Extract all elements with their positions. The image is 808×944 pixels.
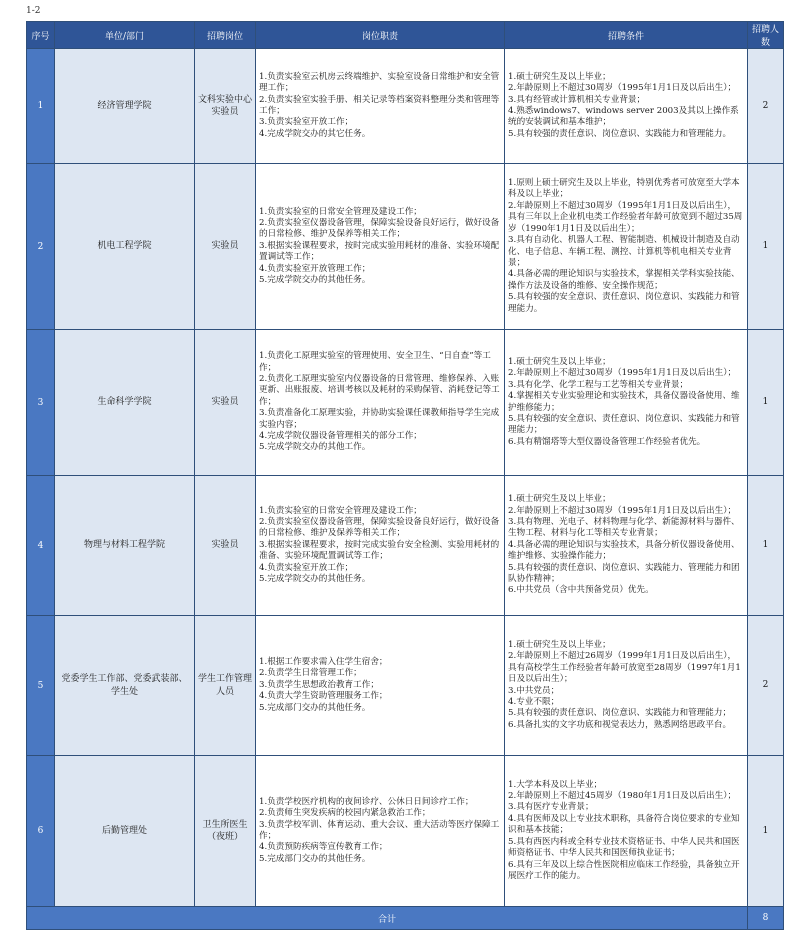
row-number: 6 (27, 756, 55, 907)
duty-item: 1.负责实验室的日常安全管理及建设工作； (259, 206, 422, 217)
duty-item: 3.负责学校军训、体育运动、重大会议、重大活动等医疗保障工作； (259, 819, 500, 841)
requirement-item: 4.具有医师及以上专业技术职称，具备符合岗位要求的专业知识和基本技能； (508, 813, 740, 836)
count-cell: 1 (748, 330, 784, 476)
post-cell: 文科实验中心实验员 (195, 49, 256, 164)
duty-item: 4.负责实验室开放管理工作； (259, 263, 371, 274)
unit-cell: 物理与材料工程学院 (55, 476, 195, 616)
total-row (27, 907, 784, 930)
duty-item: 1.根据工作要求需入住学生宿舍； (259, 656, 388, 667)
requirement-item: 3.中共党员； (508, 685, 560, 696)
requirement-item: 3.具有医疗专业背景； (508, 802, 594, 813)
requirement-item: 1.硕士研究生及以上毕业； (508, 494, 611, 505)
count-cell: 2 (748, 616, 784, 756)
duty-cell (256, 164, 505, 330)
table-row (27, 616, 784, 756)
requirement-item: 1.硕士研究生及以上毕业； (508, 639, 611, 650)
post-cell: 学生工作管理人员 (195, 616, 256, 756)
requirement-item: 3.具有物理、光电子、材料物理与化学、新能源材料与器件、生物工程、材料与化工等相关专业背景； (508, 516, 740, 539)
row-number: 1 (27, 49, 55, 164)
duty-item: 5.完成部门交办的其他任务。 (259, 853, 371, 864)
duty-item: 4.负责大学生资助管理服务工作； (259, 691, 388, 702)
duty-item: 3.负责实验室开放工作； (259, 117, 354, 128)
duty-item: 2.负责实验室实验手册、相关记录等档案资料整理分类和管理等工作； (259, 94, 500, 116)
table-row (27, 330, 784, 476)
requirement-item: 5.具有较强的责任意识、岗位意识、实践能力和管理能力； (508, 708, 732, 719)
duty-cell (256, 49, 505, 164)
requirement-cell (505, 330, 748, 476)
requirement-item: 6.具备扎实的文字功底和视觉表达力，熟悉网络思政平台。 (508, 719, 732, 730)
requirement-item: 6.中共党员（含中共预备党员）优先。 (508, 585, 654, 596)
row-number: 4 (27, 476, 55, 616)
table-row (27, 164, 784, 330)
header-row (27, 22, 784, 49)
total-count: 8 (748, 907, 784, 930)
header-count: 招聘人数 (748, 22, 784, 49)
duty-item: 2.负责实验室仪器设备管理，保障实验设备良好运行，做好设备的日常检修、维护及保养等相关工作； (259, 516, 500, 539)
requirement-item: 5.具有较强的责任意识、岗位意识、实践能力、管理能力和团队协作精神； (508, 562, 740, 585)
duty-item: 4.完成学院仪器设备管理相关的部分工作； (259, 431, 422, 442)
duty-cell (256, 476, 505, 616)
unit-cell: 经济管理学院 (55, 49, 195, 164)
post-cell: 实验员 (195, 330, 256, 476)
duty-cell (256, 330, 505, 476)
table-row (27, 756, 784, 907)
requirement-item: 5.具有西医内科或全科专业技术资格证书、中华人民共和国医师资格证书、中华人民共和国医师执业证书； (508, 836, 740, 859)
total-label: 合计 (27, 907, 748, 930)
requirement-item: 3.具有自动化、机器人工程、智能制造、机械设计制造及自动化、电子信息、车辆工程、测控、计算机等机电相关专业背景； (508, 235, 740, 268)
duty-item: 2.负责化工原理实验室内仪器设备的日常管理、维修保养、入账更新、出账报废、培训考核以及耗材的采购保管、消耗登记等工作； (259, 373, 500, 407)
row-number: 3 (27, 330, 55, 476)
count-cell: 1 (748, 164, 784, 330)
duty-item: 2.负责实验室仪器设备管理，保障实验设备良好运行，做好设备的日常检修、维护及保养等相关工作； (259, 217, 500, 240)
requirement-item: 5.具有较强的责任意识、岗位意识、实践能力和管理能力。 (508, 128, 732, 139)
duty-item: 4.完成学院交办的其它任务。 (259, 128, 371, 139)
header-unit: 单位/部门 (55, 22, 195, 49)
requirement-item: 4.具备必需的理论知识与实验技术，具备分析仪器设备使用、维护维修、实验操作能力； (508, 539, 740, 562)
requirement-item: 2.年龄原则上不超过30周岁（1995年1月1日及以后出生）； (508, 505, 737, 516)
requirement-cell (505, 476, 748, 616)
requirement-item: 4.具备必需的理论知识与实验技术，掌握相关学科实验技能、操作方法及设备的维修、安全操作规范； (508, 269, 740, 291)
post-cell: 实验员 (195, 476, 256, 616)
requirement-cell (505, 756, 748, 907)
duty-item: 2.负责学生日常管理工作； (259, 668, 362, 679)
row-number: 5 (27, 616, 55, 756)
requirement-item: 3.具有化学、化学工程与工艺等相关专业背景； (508, 379, 689, 390)
duty-item: 5.完成学院交办的其他任务。 (259, 574, 371, 585)
post-cell: 实验员 (195, 164, 256, 330)
duty-cell (256, 756, 505, 907)
duty-item: 4.负责预防疾病等宣传教育工作； (259, 842, 388, 853)
duty-item: 4.负责实验室开放工作； (259, 562, 354, 573)
unit-cell: 生命科学学院 (55, 330, 195, 476)
requirement-cell (505, 164, 748, 330)
count-cell: 1 (748, 756, 784, 907)
duty-item: 3.负责准备化工原理实验，并协助实验课任课教师指导学生完成实验内容； (259, 408, 500, 430)
requirement-item: 2.年龄原则上不超过30周岁（1995年1月1日及以后出生）； (508, 368, 737, 379)
requirement-cell (505, 49, 748, 164)
requirement-item: 1.硕士研究生及以上毕业； (508, 356, 611, 367)
requirement-item: 4.专业不限； (508, 696, 560, 707)
page-tag: 1-2 (26, 6, 41, 16)
duty-item: 5.完成学院交办的其他工作。 (259, 442, 371, 453)
unit-cell: 机电工程学院 (55, 164, 195, 330)
duty-item: 1.负责化工原理实验室的管理使用、安全卫生、“日自查”等工作； (259, 351, 491, 373)
header-no: 序号 (27, 22, 55, 49)
count-cell: 1 (748, 476, 784, 616)
requirement-item: 5.具有较强的安全意识、责任意识、岗位意识、实践能力和管理能力； (508, 413, 740, 436)
duty-item: 1.负责学校医疗机构的夜间诊疗、公休日日间诊疗工作； (259, 796, 474, 807)
table-row (27, 49, 784, 164)
header-req: 招聘条件 (505, 22, 748, 49)
duty-item: 3.负责学生思想政治教育工作； (259, 679, 379, 690)
row-number: 2 (27, 164, 55, 330)
duty-item: 3.根据实验课程要求，按时完成实验台安全检测、实验用耗材的准备、实验环境配置调试等工作； (259, 539, 500, 562)
duty-item: 1.负责实验室的日常安全管理及建设工作； (259, 505, 422, 516)
unit-cell: 党委学生工作部、党委武装部、学生处 (55, 616, 195, 756)
requirement-item: 2.年龄原则上不超过30周岁（1995年1月1日及以后出生），具有三年以上企业机电类工作经验者年龄可放宽到不超过35周岁（1990年1月1日及以后出生）； (508, 200, 743, 234)
requirement-item: 2.年龄原则上不超过45周岁（1980年1月1日及以后出生）； (508, 791, 737, 802)
recruitment-table (26, 21, 784, 930)
post-cell: 卫生所医生（夜班） (195, 756, 256, 907)
header-duty: 岗位职责 (256, 22, 505, 49)
table-row (27, 476, 784, 616)
duty-cell (256, 616, 505, 756)
duty-item: 2.负责师生突发疾病的校园内紧急救治工作； (259, 808, 431, 819)
duty-item: 5.完成部门交办的其他任务。 (259, 702, 371, 713)
header-post: 招聘岗位 (195, 22, 256, 49)
requirement-item: 2.年龄原则上不超过30周岁（1995年1月1日及以后出生）； (508, 83, 737, 94)
requirement-item: 6.具有三年及以上综合性医院相应临床工作经验，具备独立开展医疗工作的能力。 (508, 859, 740, 881)
requirement-item: 1.原则上硕士研究生及以上毕业，特别优秀者可放宽至大学本科及以上毕业； (508, 177, 740, 200)
requirement-item: 6.具有精馏塔等大型仪器设备管理工作经验者优先。 (508, 436, 706, 447)
unit-cell: 后勤管理处 (55, 756, 195, 907)
requirement-item: 5.具有较强的安全意识、责任意识、岗位意识、实践能力和管理能力。 (508, 292, 740, 314)
count-cell: 2 (748, 49, 784, 164)
duty-item: 3.根据实验课程要求，按时完成实验用耗材的准备、实验环境配置调试等工作； (259, 240, 500, 263)
requirement-item: 1.大学本科及以上毕业； (508, 779, 603, 790)
duty-item: 5.完成学院交办的其他任务。 (259, 275, 371, 286)
requirement-cell (505, 616, 748, 756)
requirement-item: 1.硕士研究生及以上毕业； (508, 71, 611, 82)
requirement-item: 4.熟悉windows7、windows server 2003及其以上操作系统的安装调试和基本维护； (508, 106, 739, 128)
requirement-item: 4.掌握相关专业实验理论和实验技术，具备仪器设备使用、维护维修能力； (508, 391, 740, 413)
requirement-item: 3.具有经管或计算机相关专业背景； (508, 94, 646, 105)
requirement-item: 2.年龄原则上不超过26周岁（1999年1月1日及以后出生），具有高校学生工作经验者年龄可放宽至28周岁（1997年1月1日及以后出生）； (508, 651, 741, 685)
duty-item: 1.负责实验室云机房云终端维护、实验室设备日常维护和安全管理工作； (259, 71, 500, 94)
